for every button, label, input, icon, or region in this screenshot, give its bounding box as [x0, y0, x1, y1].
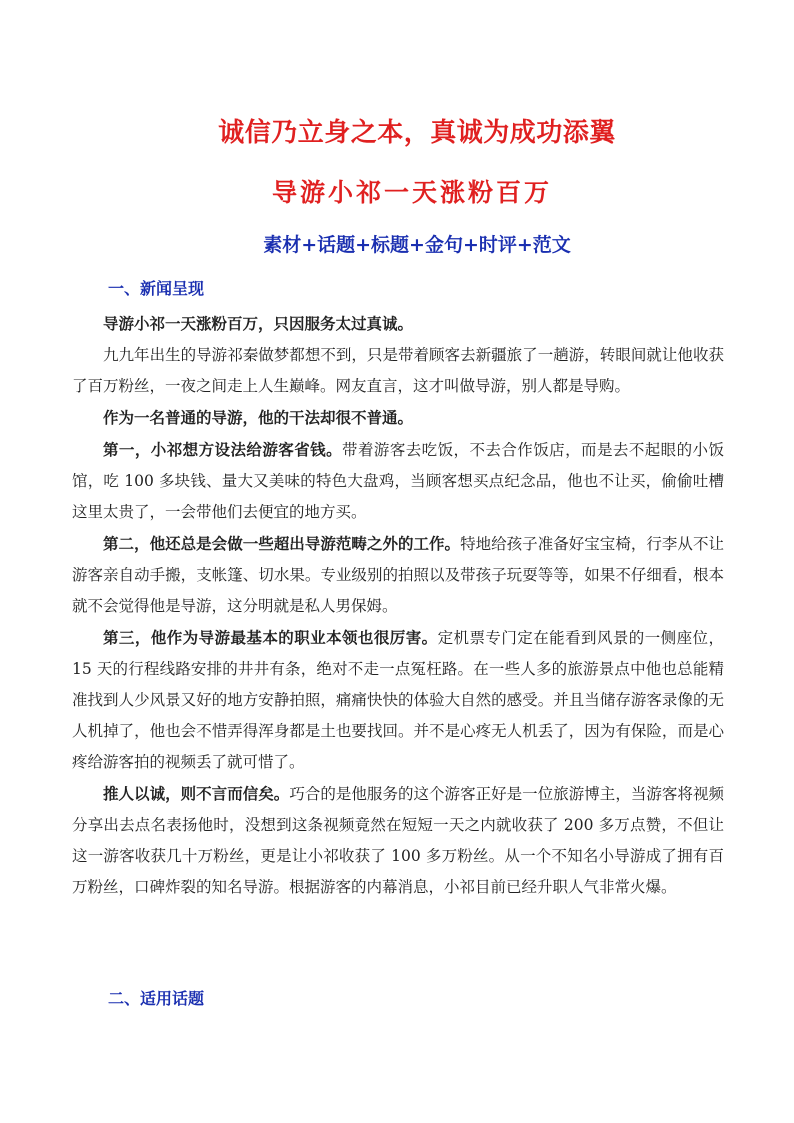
- conclusion-text: 巧合的是他服务的这个游客正好是一位旅游博主，当游客将视频分享出去点名表扬他时，没想到这条视频竟然在短短一天之内就收获了 200 多万点赞，不但让这一游客收获几十万粉丝，更是让小祁收获了 100 多万粉丝。从一个不知名小导游成了拥有百万粉丝，口碑炸裂的知名导游。根据游客的内幕消息，小祁目前已经升职人气非常火爆。: [72, 785, 724, 896]
- subhead-bold-text: 作为一名普通的导游，他的干法却很不普通。: [103, 408, 414, 427]
- point-1-text: 带着游客去吃饭，不去合作饭店，而是去不起眼的小饭馆，吃 100 多块钱、量大又美味的特色大盘鸡，当顾客想买点纪念品，他也不让买，偷偷吐槽这里太贵了，一会带他们去便宜的地方买。: [72, 441, 724, 521]
- section-heading-news: 一、新闻呈现: [108, 279, 205, 298]
- paragraph-lead: [72, 308, 724, 340]
- point-3-bold: 第三，他作为导游最基本的职业本领也很厉害。: [103, 628, 438, 647]
- paragraph-intro: [72, 340, 724, 402]
- conclusion-bold: 推人以诚，则不言而信矣。: [103, 784, 290, 803]
- paragraph-conclusion: [72, 778, 724, 903]
- paragraph-point-1: [72, 434, 724, 528]
- section-heading-topics: 二、适用话题: [108, 989, 205, 1008]
- paragraph-subhead: [72, 402, 724, 434]
- point-2-text: 特地给孩子准备好宝宝椅，行李从不让游客亲自动手搬，支帐篷、切水果。专业级别的拍照以及带孩子玩耍等等，如果不仔细看，根本就不会觉得他是导游，这分明就是私人男保姆。: [72, 535, 724, 615]
- point-1-bold: 第一，小祁想方设法给游客省钱。: [103, 440, 343, 459]
- point-3-text: 定机票专门定在能看到风景的一侧座位，15 天的行程线路安排的井井有条，绝对不走一点冤枉路。在一些人多的旅游景点中他也总能精准找到人少风景又好的地方安静拍照，痛痛快快的体验大自然的感受。并且当储存游客录像的无人机掉了，他也会不惜弄得浑身都是土也要找回。并不是心疼无人机丢了，因为有保险，而是心疼给游客拍的视频丢了就可惜了。: [72, 629, 724, 771]
- lead-bold-text: 导游小祁一天涨粉百万，只因服务太过真诚。: [103, 314, 414, 333]
- intro-text: 九九年出生的导游祁秦做梦都想不到，只是带着顾客去新疆旅了一趟游，转眼间就让他收获了百万粉丝，一夜之间走上人生巅峰。网友直言，这才叫做导游，别人都是导购。: [72, 346, 724, 395]
- paragraph-point-3: [72, 622, 724, 778]
- main-title: 诚信乃立身之本，真诚为成功添翼: [218, 118, 616, 148]
- sub-title: 导游小祁一天涨粉百万: [271, 178, 552, 207]
- point-2-bold: 第二，他还总是会做一些超出导游范畴之外的工作。: [103, 534, 461, 553]
- tags-line: 素材+话题+标题+金句+时评+范文: [263, 234, 571, 256]
- news-body: [72, 308, 724, 903]
- paragraph-point-2: [72, 528, 724, 622]
